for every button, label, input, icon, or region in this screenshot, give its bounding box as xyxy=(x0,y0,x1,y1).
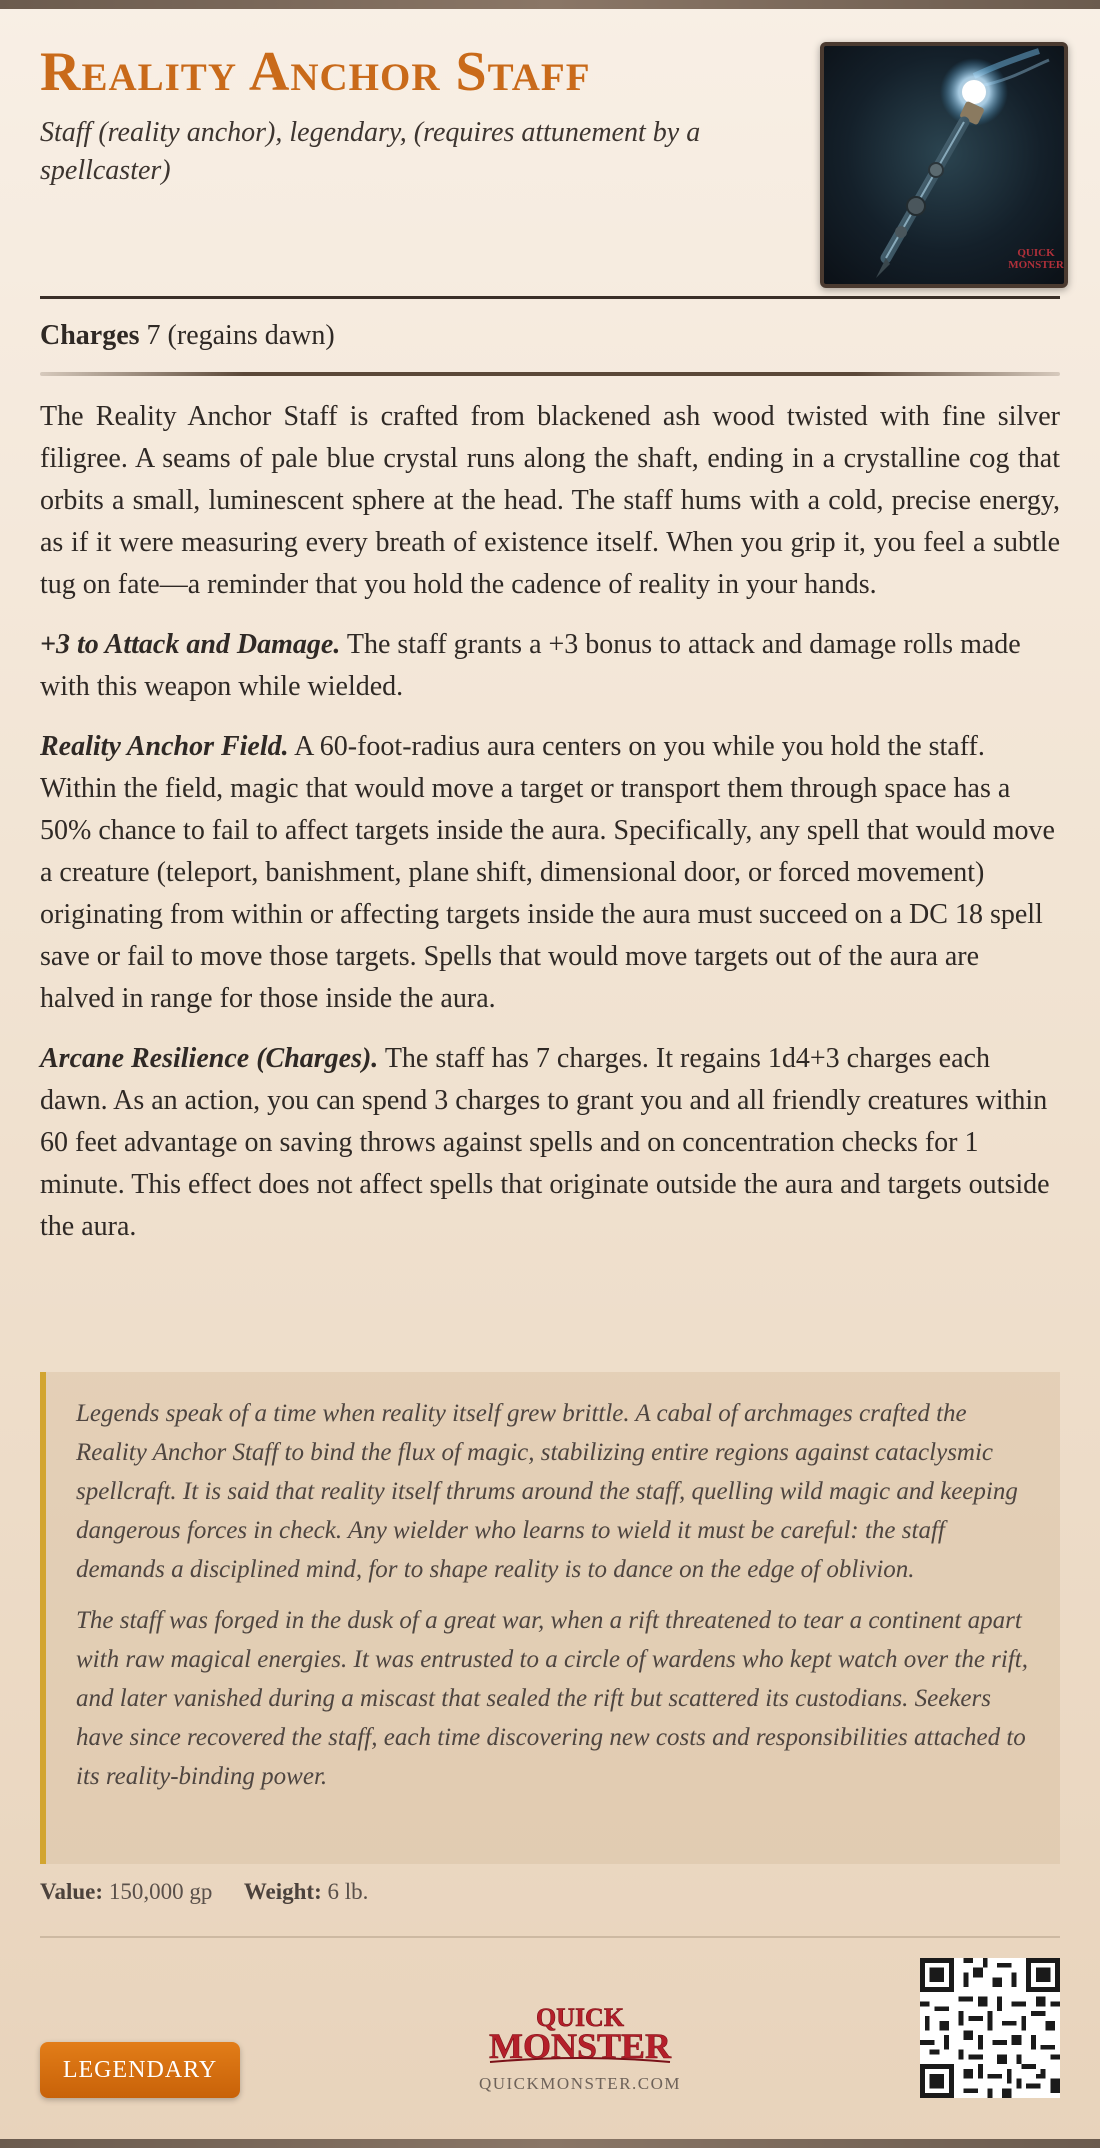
footer-divider xyxy=(40,1936,1060,1938)
charges-label: Charges xyxy=(40,320,140,351)
brand-line-1: QUICK xyxy=(535,2003,625,2032)
quickmonster-logo xyxy=(480,1996,680,2066)
charges-value: 7 (regains dawn) xyxy=(146,320,335,351)
weight-amount: 6 lb. xyxy=(327,1879,369,1904)
value-amount: 150,000 gp xyxy=(108,1879,213,1904)
watermark-line1: QUICK xyxy=(1017,247,1055,259)
lore-paragraph: The staff was forged in the dusk of a great war, when a rift threatened to tear a continent apart with raw magical energies. It was entrusted to a circle of wardens who kept watch over the rift, and later vanished during a miscast that sealed the rift but scattered its custodians. Seekers have since recovered the staff, each time discovering new costs and responsibilities attached to its reality-binding power. xyxy=(76,1607,1028,1790)
feature-name: +3 to Attack and Damage. xyxy=(40,629,341,660)
bottom-border xyxy=(0,2139,1100,2148)
item-header xyxy=(40,36,1064,286)
item-description: The Reality Anchor Staff is crafted from blackened ash wood twisted with fine silver filigree. A seams of pale blue crystal runs along the shaft, ending in a crystalline cog that orbits a small, luminescent sphere at the head. The staff hums with a cold, precise energy, as if it were measuring every breath of existence itself. When you grip it, you feel a subtle tug on fate—a reminder that you hold the cadence of reality in your hands. xyxy=(40,401,1060,600)
feature-name: Reality Anchor Field. xyxy=(40,731,289,762)
brand-url[interactable]: QUICKMONSTER.COM xyxy=(478,2074,682,2093)
item-meta xyxy=(40,1874,368,1910)
feature-anchor-field xyxy=(40,726,1060,1020)
lore-paragraph: Legends speak of a time when reality itself grew brittle. A cabal of archmages crafted the Reality Anchor Staff to bind the flux of magic, stabilizing entire regions against cataclysmic spellcraft. It is said that reality itself thrums around the staff, quelling wild magic and keeping dangerous forces in check. Any wielder who learns to wield it must be careful: the staff demands a disciplined mind, for to shape reality is to dance on the edge of oblivion. xyxy=(76,1400,1018,1583)
charges-divider xyxy=(40,372,1060,376)
charges-line xyxy=(40,316,335,356)
staff-illustration xyxy=(824,46,1064,284)
top-border xyxy=(0,0,1100,9)
feature-attack-damage xyxy=(40,624,1060,708)
feature-text: A 60-foot-radius aura centers on you while you hold the staff. Within the field, magic that would move a target or transport them through space has a 50% chance to fail to affect targets inside the aura. Specifically, any spell that would move a creature (teleport, banishment, plane shift, dimensional door, or forced movement) originating from within or affecting targets inside the aura must succeed on a DC 18 spell save or fail to move those targets. Spells that would move targets out of the aura are halved in range for those inside the aura. xyxy=(40,731,1055,1014)
value-label: Value: xyxy=(40,1879,104,1904)
feature-name: Arcane Resilience (Charges). xyxy=(40,1043,379,1074)
brand-line-2: MONSTER xyxy=(488,2026,672,2066)
item-title: Reality Anchor Staff xyxy=(40,41,591,103)
item-subtitle: Staff (reality anchor), legendary, (requires attunement by a spellcaster) xyxy=(40,117,701,186)
qr-code-icon[interactable] xyxy=(920,1958,1060,2098)
weight-label: Weight: xyxy=(243,1879,322,1904)
item-image xyxy=(820,42,1068,288)
feature-text: The staff has 7 charges. It regains 1d4+3 charges each dawn. As an action, you can spend 3 charges to grant you and all friendly creatures within 60 feet advantage on saving throws against spells and on concentration checks for 1 minute. This effect does not affect spells that originate outside the aura and targets outside the aura. xyxy=(40,1043,1050,1242)
rarity-badge: LEGENDARY xyxy=(40,2042,240,2098)
header-divider xyxy=(40,296,1060,299)
feature-text: The staff grants a +3 bonus to attack and damage rolls made with this weapon while wielded. xyxy=(40,629,1021,702)
feature-arcane-resilience xyxy=(40,1038,1060,1248)
brand-block[interactable] xyxy=(470,1996,690,2094)
watermark-line2: MONSTER xyxy=(1008,259,1064,271)
lore-block xyxy=(40,1372,1060,1864)
item-body xyxy=(40,396,1060,1266)
